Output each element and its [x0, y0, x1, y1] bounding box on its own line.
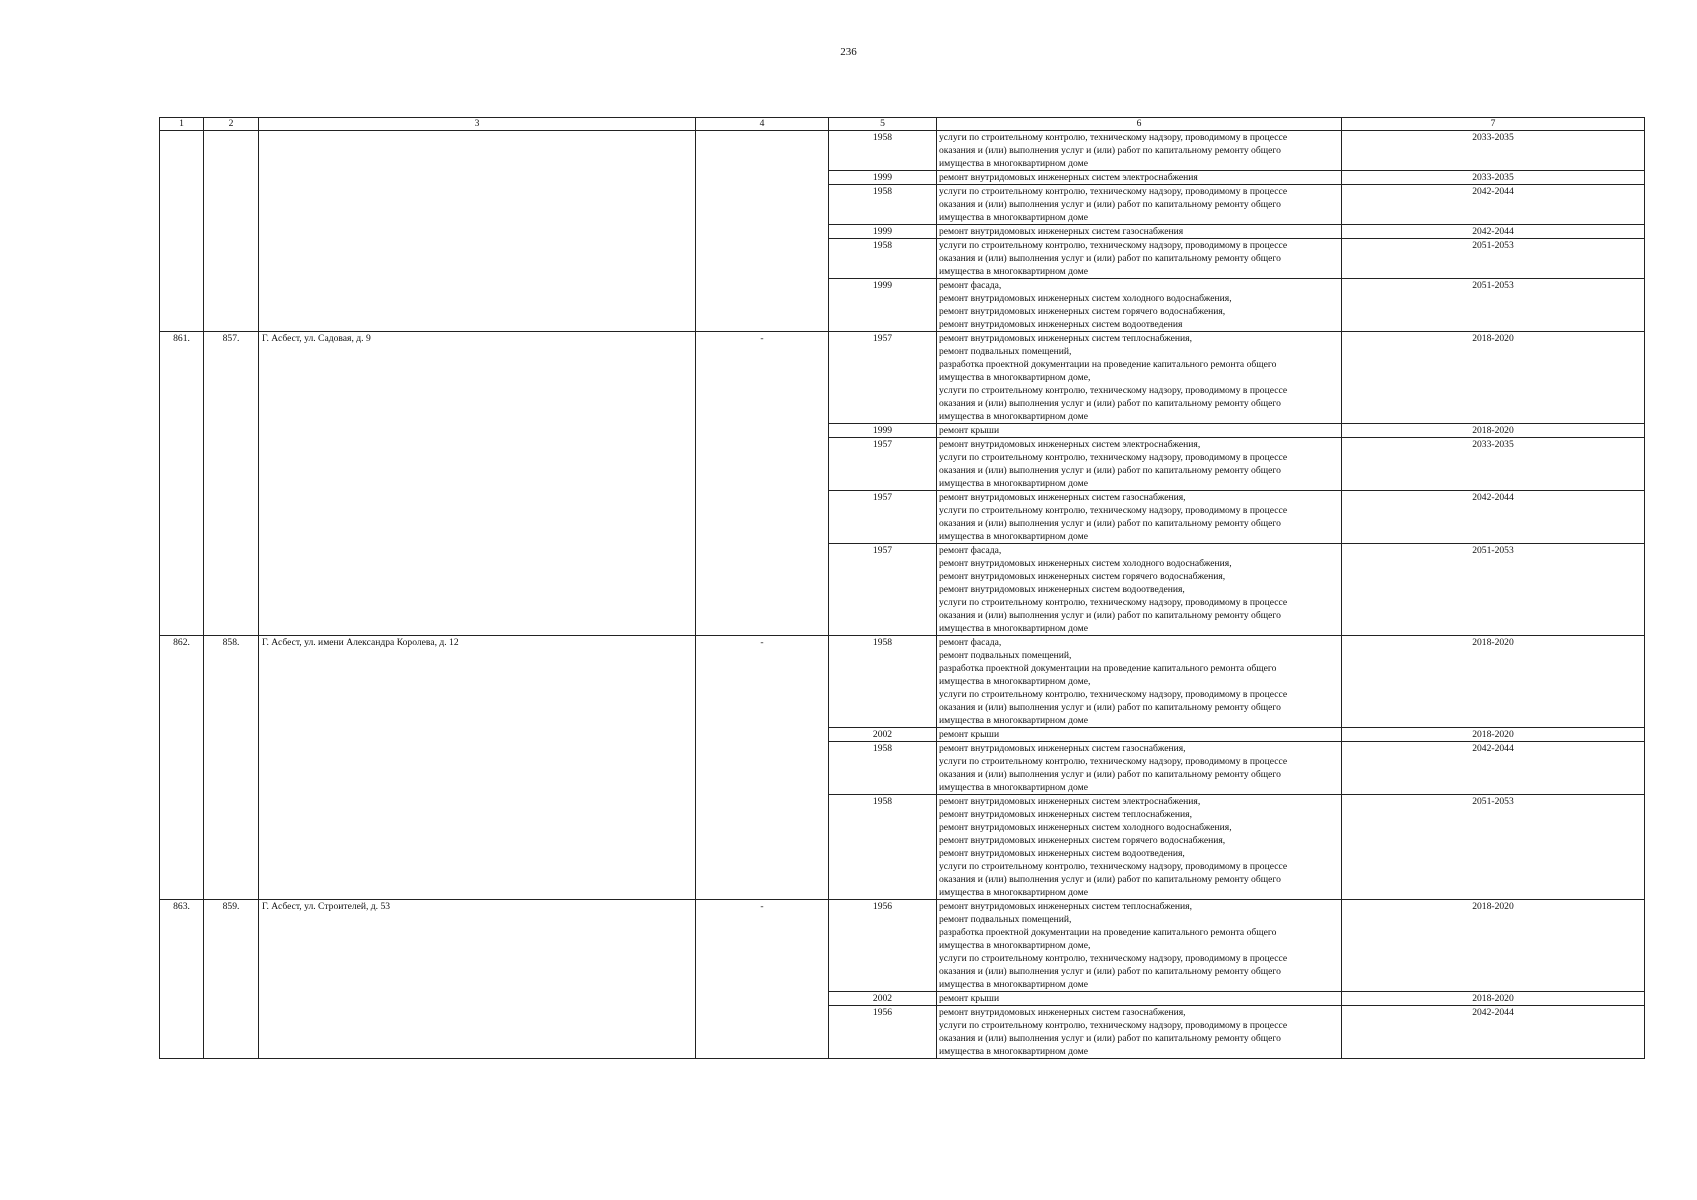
- column-header: 4: [696, 118, 829, 131]
- period-cell: 2018-2020: [1342, 992, 1645, 1006]
- period-cell: 2042-2044: [1342, 1006, 1645, 1059]
- table-row: [160, 900, 1645, 992]
- repair-schedule-table: [159, 117, 1645, 1059]
- column-header: 5: [829, 118, 937, 131]
- table-row: [160, 636, 1645, 728]
- works-cell: ремонт внутридомовых инженерных систем электроснабжения, ремонт внутридомовых инженерных систем теплоснабжения, ремонт внутридомовых инженерных систем холодного водоснабжения, ремонт внутридомовых инженерных систем горячего водоснабжения, ремонт внутридомовых инженерных систем водоотведения, услуги по строительному контролю, техническому надзору, проводимому в процессе оказания и (или) выполнения услуг и (или) работ по капитальному ремонту общего имущества в многоквартирном доме: [937, 795, 1342, 900]
- col4-cell: -: [696, 636, 829, 900]
- works-cell: ремонт фасада, ремонт внутридомовых инженерных систем холодного водоснабжения, ремонт внутридомовых инженерных систем горячего водоснабжения, ремонт внутридомовых инженерных систем водоотведения: [937, 279, 1342, 332]
- num-cell: [160, 131, 204, 332]
- period-cell: 2051-2053: [1342, 279, 1645, 332]
- works-cell: ремонт внутридомовых инженерных систем газоснабжения, услуги по строительному контролю, техническому надзору, проводимому в процессе оказания и (или) выполнения услуг и (или) работ по капитальному ремонту общего имущества в многоквартирном доме: [937, 1006, 1342, 1059]
- year-cell: 1956: [829, 1006, 937, 1059]
- works-cell: ремонт внутридомовых инженерных систем газоснабжения, услуги по строительному контролю, техническому надзору, проводимому в процессе оказания и (или) выполнения услуг и (или) работ по капитальному ремонту общего имущества в многоквартирном доме: [937, 742, 1342, 795]
- address-cell: [259, 131, 696, 332]
- year-cell: 1958: [829, 239, 937, 279]
- col4-cell: [696, 131, 829, 332]
- period-cell: 2051-2053: [1342, 795, 1645, 900]
- record-number-cell: 863.: [160, 900, 204, 1059]
- period-cell: 2042-2044: [1342, 185, 1645, 225]
- period-cell: 2042-2044: [1342, 491, 1645, 544]
- works-cell: ремонт крыши: [937, 424, 1342, 438]
- year-cell: 1957: [829, 544, 937, 636]
- year-cell: 1957: [829, 438, 937, 491]
- period-cell: 2018-2020: [1342, 636, 1645, 728]
- address-cell: Г. Асбест, ул. Садовая, д. 9: [259, 332, 696, 636]
- table-row: [160, 332, 1645, 424]
- works-cell: ремонт внутридомовых инженерных систем электроснабжения: [937, 171, 1342, 185]
- year-cell: 1999: [829, 424, 937, 438]
- period-cell: 2018-2020: [1342, 900, 1645, 992]
- period-cell: 2018-2020: [1342, 424, 1645, 438]
- table-row: [160, 131, 1645, 171]
- period-cell: 2042-2044: [1342, 225, 1645, 239]
- works-cell: ремонт внутридомовых инженерных систем газоснабжения, услуги по строительному контролю, техническому надзору, проводимому в процессе оказания и (или) выполнения услуг и (или) работ по капитальному ремонту общего имущества в многоквартирном доме: [937, 491, 1342, 544]
- column-header: 3: [259, 118, 696, 131]
- works-cell: услуги по строительному контролю, техническому надзору, проводимому в процессе оказания и (или) выполнения услуг и (или) работ по капитальному ремонту общего имущества в многоквартирном доме: [937, 239, 1342, 279]
- year-cell: 1956: [829, 900, 937, 992]
- works-cell: ремонт крыши: [937, 992, 1342, 1006]
- period-cell: 2018-2020: [1342, 728, 1645, 742]
- year-cell: 1957: [829, 332, 937, 424]
- period-cell: 2051-2053: [1342, 544, 1645, 636]
- column-header: 2: [204, 118, 259, 131]
- column-header: 1: [160, 118, 204, 131]
- works-cell: ремонт фасада, ремонт внутридомовых инженерных систем холодного водоснабжения, ремонт внутридомовых инженерных систем горячего водоснабжения, ремонт внутридомовых инженерных систем водоотведения, услуги по строительному контролю, техническому надзору, проводимому в процессе оказания и (или) выполнения услуг и (или) работ по капитальному ремонту общего имущества в многоквартирном доме: [937, 544, 1342, 636]
- table-header: [160, 118, 1645, 131]
- period-cell: 2033-2035: [1342, 131, 1645, 171]
- record-number-cell: 858.: [204, 636, 259, 900]
- period-cell: 2033-2035: [1342, 438, 1645, 491]
- record-number-cell: 862.: [160, 636, 204, 900]
- year-cell: 1958: [829, 795, 937, 900]
- header-row: [160, 118, 1645, 131]
- year-cell: 1999: [829, 279, 937, 332]
- year-cell: 1958: [829, 742, 937, 795]
- year-cell: 2002: [829, 992, 937, 1006]
- year-cell: 1999: [829, 171, 937, 185]
- works-cell: ремонт внутридомовых инженерных систем теплоснабжения, ремонт подвальных помещений, разработка проектной документации на проведение капитального ремонта общего имущества в многоквартирном доме, услуги по строительному контролю, техническому надзору, проводимому в процессе оказания и (или) выполнения услуг и (или) работ по капитальному ремонту общего имущества в многоквартирном доме: [937, 900, 1342, 992]
- period-cell: 2042-2044: [1342, 742, 1645, 795]
- year-cell: 1958: [829, 185, 937, 225]
- works-cell: ремонт внутридомовых инженерных систем газоснабжения: [937, 225, 1342, 239]
- address-cell: Г. Асбест, ул. имени Александра Королева, д. 12: [259, 636, 696, 900]
- record-number-cell: 857.: [204, 332, 259, 636]
- column-header: 7: [1342, 118, 1645, 131]
- period-cell: 2018-2020: [1342, 332, 1645, 424]
- col4-cell: -: [696, 900, 829, 1059]
- col4-cell: -: [696, 332, 829, 636]
- column-header: 6: [937, 118, 1342, 131]
- works-cell: ремонт фасада, ремонт подвальных помещений, разработка проектной документации на проведение капитального ремонта общего имущества в многоквартирном доме, услуги по строительному контролю, техническому надзору, проводимому в процессе оказания и (или) выполнения услуг и (или) работ по капитальному ремонту общего имущества в многоквартирном доме: [937, 636, 1342, 728]
- year-cell: 1958: [829, 636, 937, 728]
- works-cell: услуги по строительному контролю, техническому надзору, проводимому в процессе оказания и (или) выполнения услуг и (или) работ по капитальному ремонту общего имущества в многоквартирном доме: [937, 131, 1342, 171]
- record-number-cell: 861.: [160, 332, 204, 636]
- works-cell: ремонт внутридомовых инженерных систем электроснабжения, услуги по строительному контролю, техническому надзору, проводимому в процессе оказания и (или) выполнения услуг и (или) работ по капитальному ремонту общего имущества в многоквартирном доме: [937, 438, 1342, 491]
- works-cell: ремонт крыши: [937, 728, 1342, 742]
- year-cell: 2002: [829, 728, 937, 742]
- page-number: 236: [840, 46, 857, 58]
- year-cell: 1957: [829, 491, 937, 544]
- period-cell: 2051-2053: [1342, 239, 1645, 279]
- year-cell: 1999: [829, 225, 937, 239]
- num-cell: [204, 131, 259, 332]
- period-cell: 2033-2035: [1342, 171, 1645, 185]
- record-number-cell: 859.: [204, 900, 259, 1059]
- works-cell: услуги по строительному контролю, техническому надзору, проводимому в процессе оказания и (или) выполнения услуг и (или) работ по капитальному ремонту общего имущества в многоквартирном доме: [937, 185, 1342, 225]
- year-cell: 1958: [829, 131, 937, 171]
- address-cell: Г. Асбест, ул. Строителей, д. 53: [259, 900, 696, 1059]
- table-body: [160, 131, 1645, 1059]
- works-cell: ремонт внутридомовых инженерных систем теплоснабжения, ремонт подвальных помещений, разработка проектной документации на проведение капитального ремонта общего имущества в многоквартирном доме, услуги по строительному контролю, техническому надзору, проводимому в процессе оказания и (или) выполнения услуг и (или) работ по капитальному ремонту общего имущества в многоквартирном доме: [937, 332, 1342, 424]
